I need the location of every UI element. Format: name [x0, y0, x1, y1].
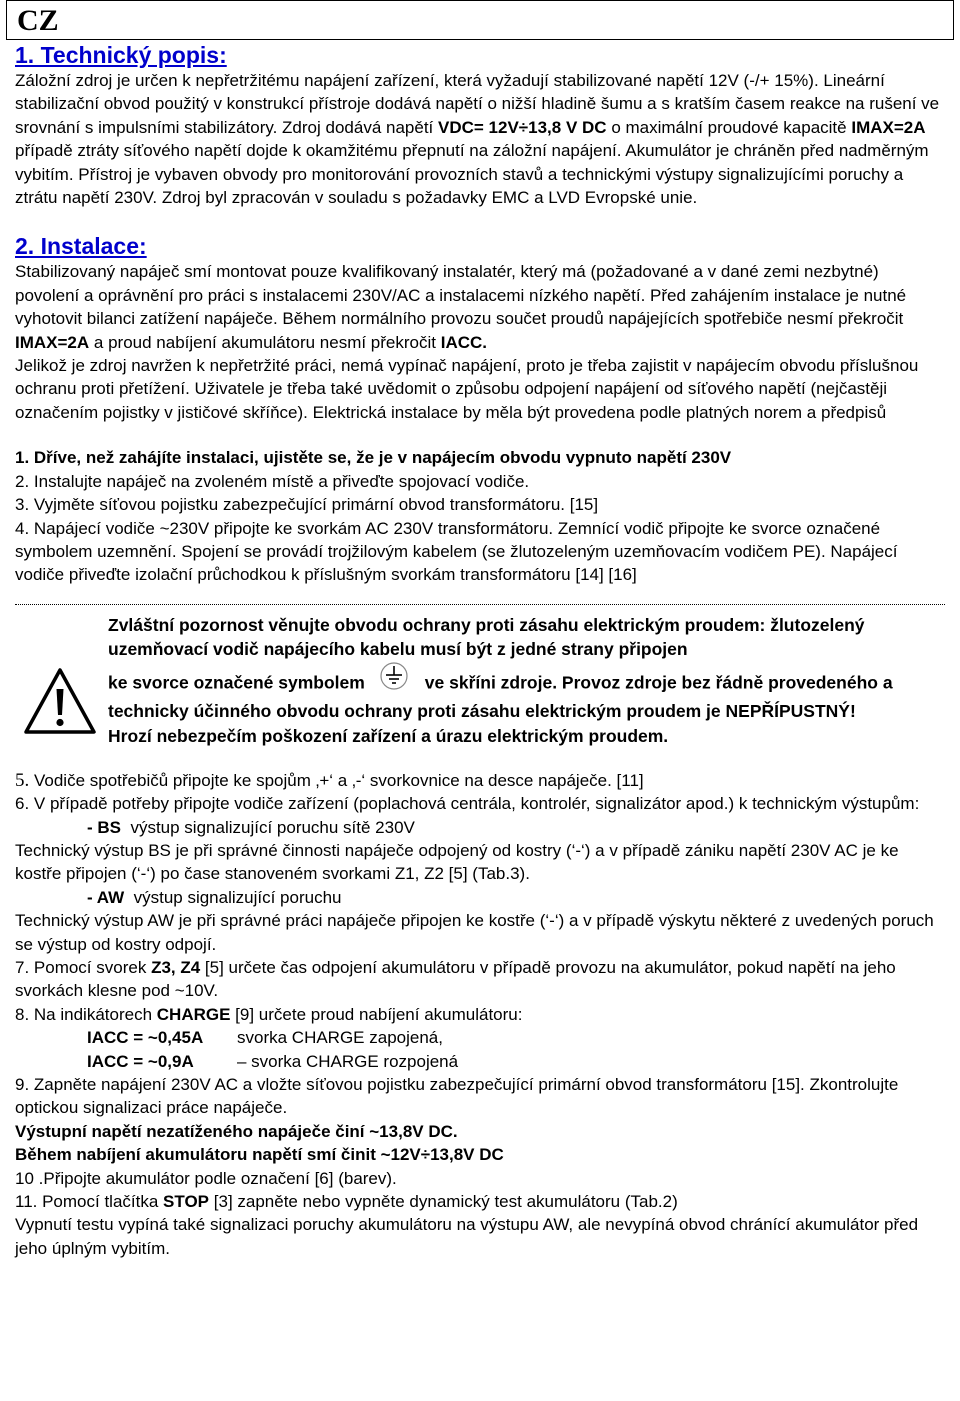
step-6: 6. V případě potřeby připojte vodiče zařízení (poplachová centrála, kontrolér, signalizátor apod.) k technickým výstupům: [15, 794, 920, 814]
output-aw-description: Technický výstup AW je při správné práci napáječe připojen ke kostře (‘-‘) a v případě výskytu některé z uvedených poruch se výstup od kostry odpojí. [15, 911, 934, 954]
language-header [6, 0, 954, 40]
step-9: 9. Zapněte napájení 230V AC a vložte síťovou pojistku zabezpečující primární obvod transformátoru [15]. Zkontrolujte optickou signalizaci práce napáječe. [15, 1075, 899, 1118]
iacc-setting-2: IACC = ~0,9A – svorka CHARGE rozpojená [87, 1051, 459, 1071]
step-11-note: Vypnutí testu vypíná také signalizaci poruchy akumulátoru na výstupu AW, ale nevypíná obvod chránící akumulátor před jeho úplným vybitím. [15, 1215, 919, 1258]
section-2-title: 2. Instalace: [15, 233, 147, 260]
step-11: 11. Pomocí tlačítka STOP [3] zapněte nebo vypněte dynamický test akumulátoru (Tab.2) [15, 1192, 678, 1212]
install-step-3: 3. Vyjměte síťovou pojistku zabezpečující primární obvod transformátoru. [15] [15, 495, 599, 515]
language-code: CZ [17, 4, 59, 37]
install-step-1: 1. Dříve, než zahájíte instalaci, ujistěte se, že je v napájecím obvodu vypnuto napětí 230V [15, 448, 732, 468]
step-5: 5. Vodiče spotřebičů připojte ke spojům ‚+‘ a ‚-‘ svorkovnice na desce napáječe. [11] [15, 769, 644, 791]
warning-line-2: ke svorce označené symbolem ve skříni zdroje. Provoz zdroje bez řádně provedeného a technicky účinného obvodu ochrany proti zásahu elektrickým proudem je NEPŘÍPUSTNÝ! [108, 669, 948, 723]
section-1-paragraph: Záložní zdroj je určen k nepřetržitému napájení zařízení, která vyžadují stabilizované napětí 12V (-/+ 15%). Lineární stabilizační obvod použitý v konstrukcí přístroje dodává napětí o nižší hladině šumu a s kratším časem reakce na rušení ve srovnání s impulsními stabilizátory. Zdroj dodává napětí VDC= 12V÷13,8 V DC o maximální proudové kapacitě IMAX=2A případě ztráty síťového napětí dojde k okamžitému přepnutí na záložní napájení. Akumulátor je chráněn před nadměrným vybitím. Přístroj je vybaven obvody pro monitorování provozních stavů a technickými výstupy signalizujícími poruchy a ztrátu napětí 230V. Zdroj byl zpracován v souladu s požadavky EMC a LVD Evropské unie. [15, 71, 940, 208]
step-7: 7. Pomocí svorek Z3, Z4 [5] určete čas odpojení akumulátoru v případě provozu na akumulátor, pokud napětí na jeho svorkách klesne pod ~10V. [15, 957, 896, 1001]
warning-line-1: Zvláštní pozornost věnujte obvodu ochrany proti zásahu elektrickým proudem: žlutozelený uzemňovací vodič napájecího kabelu musí být z jedné strany připojen [108, 614, 865, 660]
section-2-paragraph-1: Stabilizovaný napáječ smí montovat pouze kvalifikovaný instalatér, který má (požadované a v dané zemi nezbytné) povolení a oprávnění pro práci s instalacemi 230V/AC a instalacemi nízkého napětí. Před zahájením instalace je nutné vyhotovit bilanci zatížení napáječe. Během normálního provozu součet proudů napájejících spotřebiče nesmí překročit IMAX=2A a proud nabíjení akumulátoru nesmí překročit IACC. [15, 262, 907, 352]
warning-text [108, 613, 948, 748]
document-body [15, 42, 945, 1260]
iacc-setting-1: IACC = ~0,45A svorka CHARGE zapojená, [87, 1028, 443, 1048]
step-8: 8. Na indikátorech CHARGE [9] určete proud nabíjení akumulátoru: [15, 1004, 523, 1024]
section-1-title: 1. Technický popis: [15, 42, 227, 68]
output-bs: - BS výstup signalizující poruchu sítě 230V [87, 817, 415, 837]
step-10: 10 .Připojte akumulátor podle označení [6] (barev). [15, 1168, 397, 1188]
install-step-2: 2. Instalujte napáječ na zvoleném místě a přiveďte spojovací vodiče. [15, 471, 530, 491]
warning-triangle-icon [23, 667, 97, 735]
dotted-divider [15, 604, 945, 605]
charging-voltage-note: Během nabíjení akumulátoru napětí smí činit ~12V÷13,8V DC [15, 1145, 504, 1165]
ground-symbol-icon [379, 661, 409, 691]
warning-box [15, 613, 945, 763]
install-step-4: 4. Napájecí vodiče ~230V připojte ke svorkám AC 230V transformátoru. Zemnící vodič připojte ke svorce označené symbolem uzemnění. Spojení se provádí trojžilovým kabelem (se žlutozeleným uzemňovacím vodičem PE). Napájecí vodiče přiveďte izolační průchodkou k příslušným svorkám transformátoru [14] [16] [15, 518, 898, 585]
warning-line-3: Hrozí nebezpečím poškození zařízení a úrazu elektrickým proudem. [108, 725, 669, 746]
output-bs-description: Technický výstup BS je při správné činnosti napáječe odpojený od kostry (‘-‘) a v případě zániku napětí 230V AC je ke kostře připojen (‘-‘) po čase stanoveném svorkami Z1, Z2 [5] (Tab.3). [15, 840, 899, 884]
output-aw: - AW výstup signalizující poruchu [87, 887, 342, 907]
output-voltage-note: Výstupní napětí nezatíženého napáječe činí ~13,8V DC. [15, 1121, 458, 1141]
section-2-paragraph-2: Jelikož je zdroj navržen k nepřetržité práci, nemá vypínač napájení, proto je třeba zajistit v napájecím obvodu příslušnou ochranu proti přetížení. Uživatele je třeba také uvědomit o způsobu odpojení napájení od síťového napětí (nejčastěji označením pojistky v jističové skříňce). Elektrická instalace by měla být provedena podle platných norem a předpisů [15, 356, 919, 422]
